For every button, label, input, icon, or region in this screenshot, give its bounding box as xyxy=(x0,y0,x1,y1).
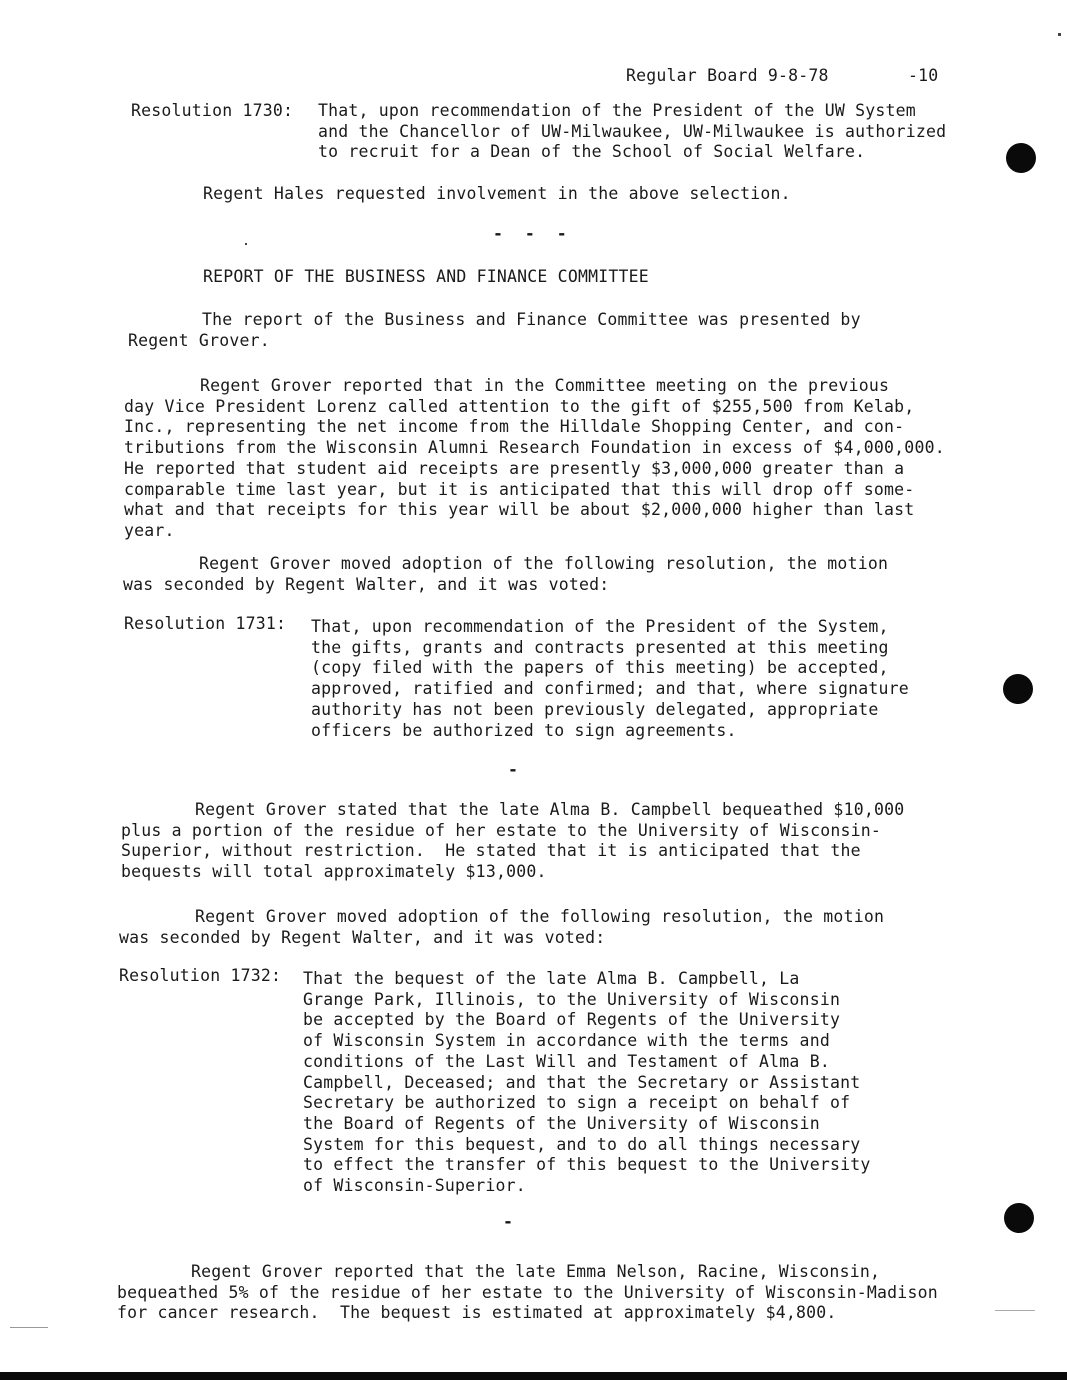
scan-speck xyxy=(245,243,247,245)
paragraph-line: for cancer research. The bequest is estimated at approximately $4,800. xyxy=(117,1303,837,1323)
paragraph-line: what and that receipts for this year will be about $2,000,000 higher than last xyxy=(124,500,915,520)
resolution-line: the gifts, grants and contracts presented at this meeting xyxy=(311,637,889,657)
intro-paragraph xyxy=(128,310,861,351)
section-separator: - - - xyxy=(493,224,573,243)
resolution-line: and the Chancellor of UW-Milwaukee, UW-Milwaukee is authorized xyxy=(318,121,947,141)
resolution-line: Grange Park, Illinois, to the University of Wisconsin xyxy=(303,989,841,1009)
resolution-1732-text xyxy=(303,969,871,1197)
page-number: -10 xyxy=(908,66,939,85)
resolution-1730-label: Resolution 1730: xyxy=(131,101,294,120)
punch-hole xyxy=(1004,1203,1034,1233)
resolution-line: System for this bequest, and to do all things necessary xyxy=(303,1134,861,1154)
scan-speck xyxy=(1058,33,1061,36)
paragraph-line: Regent Grover moved adoption of the following resolution, the motion xyxy=(195,907,885,926)
paragraph-line: plus a portion of the residue of her estate to the University of Wisconsin- xyxy=(121,820,882,840)
report-paragraph xyxy=(124,376,945,542)
section-separator: - xyxy=(503,1212,519,1231)
paragraph-line: tributions from the Wisconsin Alumni Research Foundation in excess of $4,000,000. xyxy=(124,438,945,458)
paragraph-line: Regent Grover reported that the late Emma Nelson, Racine, Wisconsin, xyxy=(191,1262,881,1281)
paragraph-line: day Vice President Lorenz called attention to the gift of $255,500 from Kelab, xyxy=(124,396,915,416)
resolution-line: That, upon recommendation of the President of the UW System xyxy=(318,101,916,120)
paragraph-line: was seconded by Regent Walter, and it was voted: xyxy=(123,574,610,594)
resolution-line: That the bequest of the late Alma B. Campbell, La xyxy=(303,969,800,988)
resolution-line: approved, ratified and confirmed; and that, where signature xyxy=(311,679,909,699)
paragraph-line: bequeathed 5% of the residue of her estate to the University of Wisconsin-Madison xyxy=(117,1282,938,1302)
resolution-line: to effect the transfer of this bequest to the University xyxy=(303,1155,871,1175)
resolution-line: (copy filed with the papers of this meeting) be accepted, xyxy=(311,658,889,678)
section-separator: - xyxy=(508,760,524,779)
nelson-paragraph xyxy=(117,1262,938,1324)
resolution-line: authority has not been previously delegated, appropriate xyxy=(311,699,879,719)
scan-bottom-edge xyxy=(0,1372,1067,1380)
resolution-line: Secretary be authorized to sign a receipt on behalf of xyxy=(303,1093,851,1113)
board-meeting-label: Regular Board 9-8-78 xyxy=(626,66,829,85)
punch-hole xyxy=(1006,143,1036,173)
punch-hole xyxy=(1003,674,1033,704)
paragraph-line: Regent Grover. xyxy=(128,330,270,350)
resolution-line: of Wisconsin-Superior. xyxy=(303,1176,526,1196)
resolution-line: That, upon recommendation of the President of the System, xyxy=(311,617,889,636)
paragraph-line: was seconded by Regent Walter, and it was voted: xyxy=(119,927,606,947)
scan-speck xyxy=(10,1327,48,1328)
resolution-line: Campbell, Deceased; and that the Secretary or Assistant xyxy=(303,1072,861,1092)
paragraph-line: Regent Grover stated that the late Alma B. Campbell bequeathed $10,000 xyxy=(195,800,905,819)
motion-paragraph-1 xyxy=(123,554,888,595)
resolution-line: of Wisconsin System in accordance with the terms and xyxy=(303,1031,830,1051)
hales-note: Regent Hales requested involvement in the above selection. xyxy=(203,184,791,203)
paragraph-line: year. xyxy=(124,520,175,540)
resolution-line: the Board of Regents of the University of Wisconsin xyxy=(303,1113,820,1133)
paragraph-line: Regent Grover reported that in the Committee meeting on the previous xyxy=(200,376,890,395)
resolution-1731-label: Resolution 1731: xyxy=(124,614,287,633)
paragraph-line: He reported that student aid receipts are presently $3,000,000 greater than a xyxy=(124,458,905,478)
resolution-1731-text xyxy=(311,617,909,741)
resolution-1730-text xyxy=(318,101,946,163)
paragraph-line: Superior, without restriction. He stated that it is anticipated that the xyxy=(121,841,861,861)
resolution-line: conditions of the Last Will and Testament of Alma B. xyxy=(303,1051,830,1071)
resolution-line: to recruit for a Dean of the School of Social Welfare. xyxy=(318,142,866,162)
paragraph-line: The report of the Business and Finance Committee was presented by xyxy=(202,310,861,329)
paragraph-line: Regent Grover moved adoption of the following resolution, the motion xyxy=(199,554,889,573)
paragraph-line: comparable time last year, but it is anticipated that this will drop off some- xyxy=(124,479,915,499)
committee-heading: REPORT OF THE BUSINESS AND FINANCE COMMITTEE xyxy=(203,267,649,286)
resolution-1732-label: Resolution 1732: xyxy=(119,966,282,985)
motion-paragraph-2 xyxy=(119,907,884,948)
resolution-line: officers be authorized to sign agreements. xyxy=(311,720,737,740)
scan-speck xyxy=(995,1310,1035,1311)
resolution-line: be accepted by the Board of Regents of the University xyxy=(303,1010,841,1030)
paragraph-line: Inc., representing the net income from the Hilldale Shopping Center, and con- xyxy=(124,417,905,437)
campbell-paragraph xyxy=(121,800,904,883)
paragraph-line: bequests will total approximately $13,000. xyxy=(121,862,547,882)
